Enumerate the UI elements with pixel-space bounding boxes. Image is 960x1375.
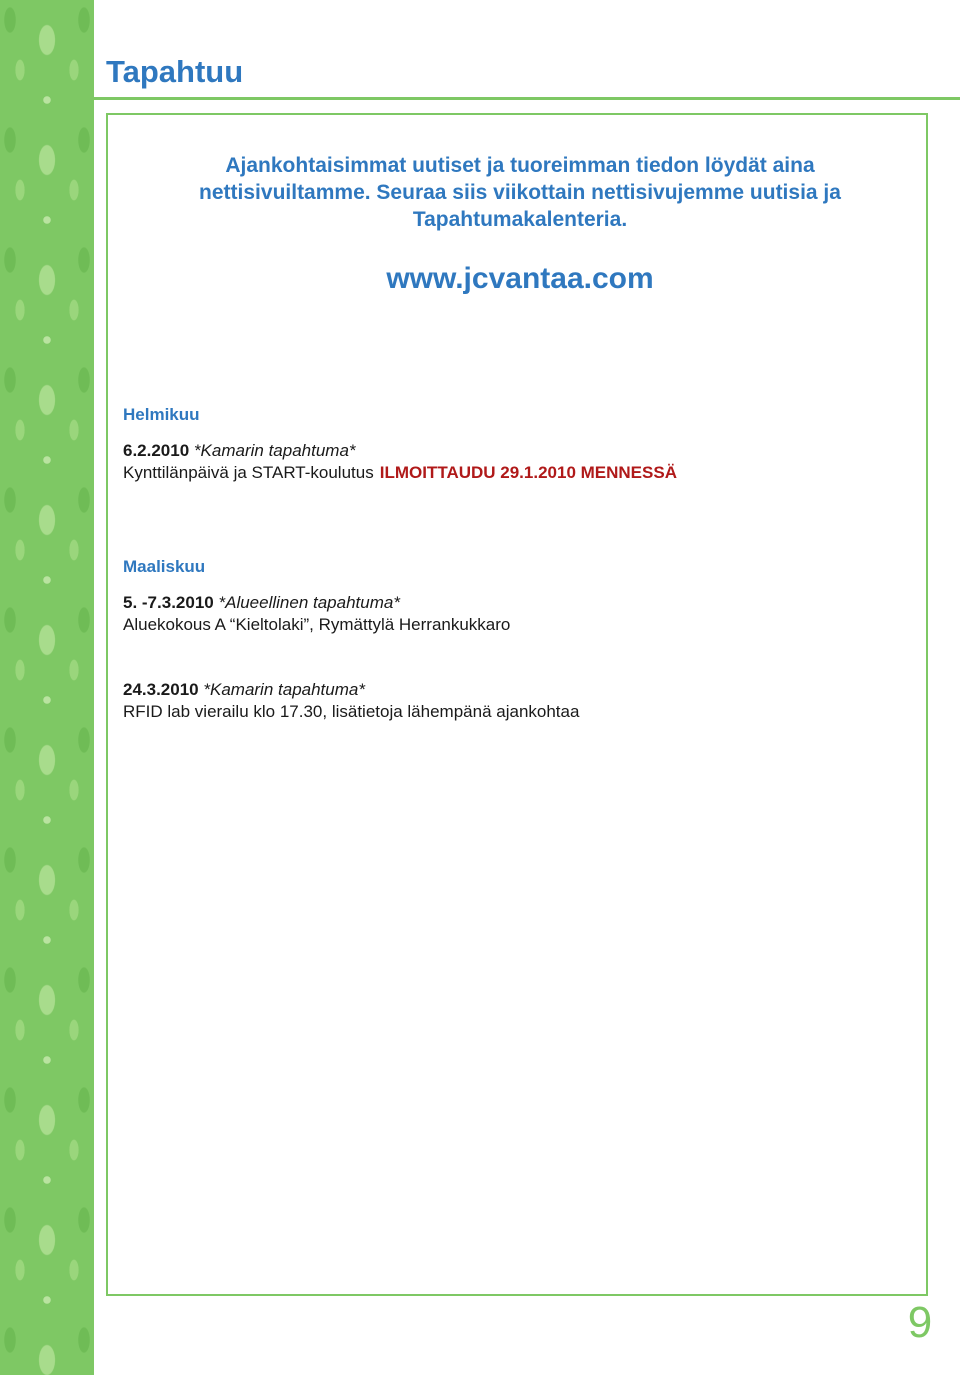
event-description: Aluekokous A “Kieltolaki”, Rymättylä Herrankukkaro [123, 615, 511, 634]
intro-line: Ajankohtaisimmat uutiset ja tuoreimman tiedon löydät aina [225, 154, 815, 177]
event-header [123, 440, 677, 462]
event-type: *Kamarin tapahtuma* [203, 680, 365, 699]
intro-line: nettisivuiltamme. Seuraa siis viikottain nettisivujemme uutisia ja [199, 181, 841, 204]
event-item [123, 440, 677, 484]
event-date: 6.2.2010 [123, 441, 190, 460]
intro-text [130, 152, 910, 233]
month-heading-helmikuu: Helmikuu [123, 405, 200, 424]
month-heading-maaliskuu: Maaliskuu [123, 557, 206, 576]
page-number: 9 [907, 1298, 933, 1347]
event-header [123, 592, 510, 614]
event-type: *Kamarin tapahtuma* [193, 441, 356, 460]
event-item [123, 679, 579, 723]
event-description: RFID lab vierailu klo 17.30, lisätietoja lähempänä ajankohtaa [123, 702, 580, 721]
title-divider [94, 97, 960, 100]
event-item [123, 592, 510, 636]
event-details [123, 462, 677, 484]
decorative-side-pattern [0, 0, 94, 1375]
event-header [123, 679, 579, 701]
event-type: *Alueellinen tapahtuma* [218, 593, 400, 612]
event-date: 5. -7.3.2010 [123, 593, 214, 612]
event-date: 24.3.2010 [123, 680, 199, 699]
website-link[interactable]: www.jcvantaa.com [386, 262, 654, 295]
intro-line: Tapahtumakalenteria. [412, 208, 628, 231]
event-description: Kynttilänpäivä ja START-koulutus [123, 463, 374, 482]
page-title: Tapahtuu [106, 54, 244, 89]
event-alert: ILMOITTAUDU 29.1.2010 MENNESSÄ [379, 463, 677, 482]
